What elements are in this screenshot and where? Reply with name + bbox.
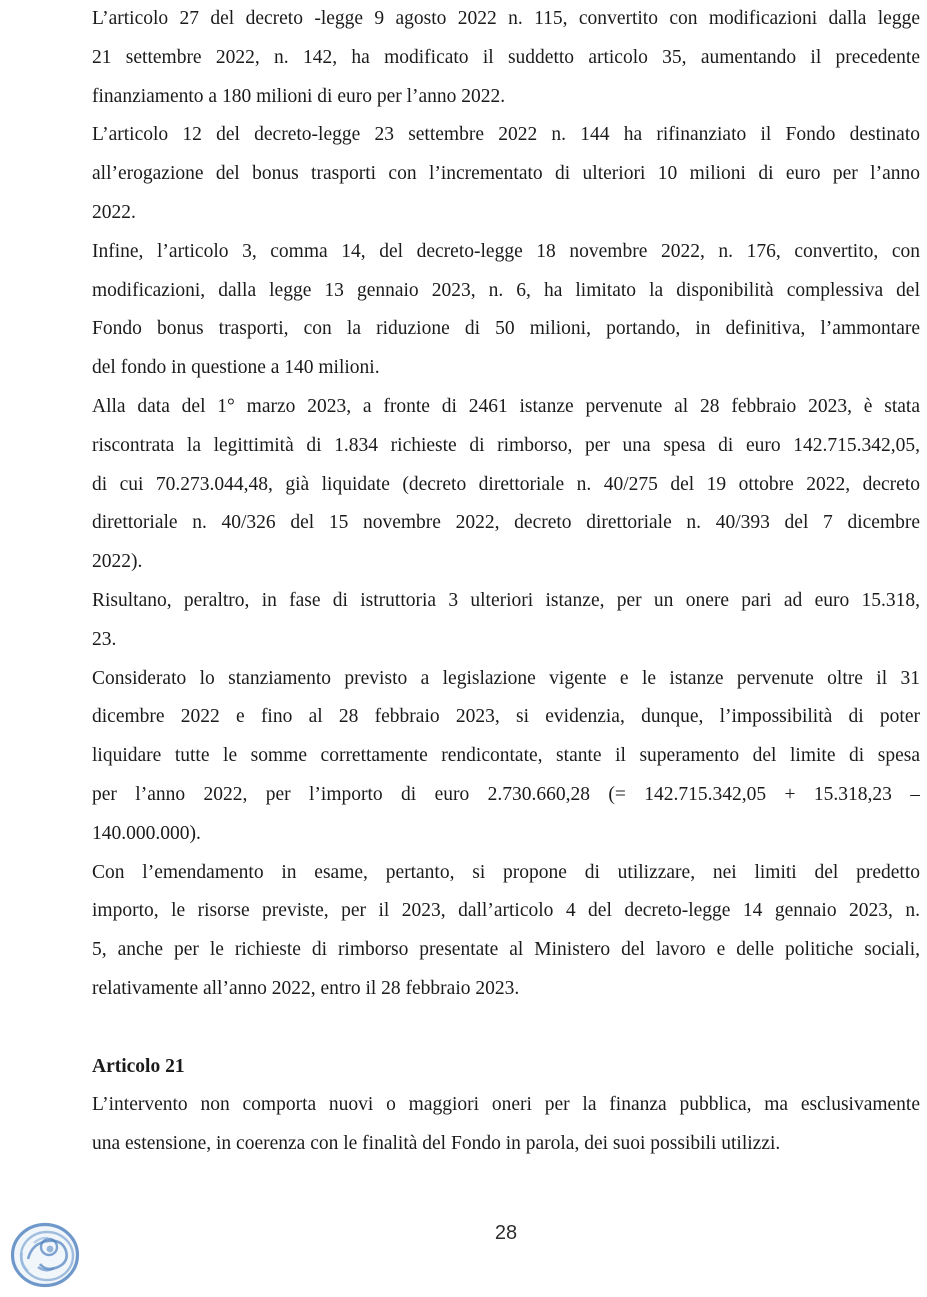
text-line: 140.000.000).	[92, 822, 201, 844]
paragraph	[92, 854, 920, 1009]
text-line: per l’anno 2022, per l’importo di euro 2.730.660,28 (= 142.715.342,05 + 15.318,23 –	[92, 783, 920, 805]
text-line: una estensione, in coerenza con le finalità del Fondo in parola, dei suoi possibili utilizzi.	[92, 1133, 781, 1155]
text-line: all’erogazione del bonus trasporti con l’incrementato di ulteriori 10 milioni di euro per l’anno	[92, 163, 920, 185]
text-line: direttoriale n. 40/326 del 15 novembre 2022, decreto direttoriale n. 40/393 del 7 dicembre	[92, 512, 920, 534]
text-line: 21 settembre 2022, n. 142, ha modificato il suddetto articolo 35, aumentando il precedente	[92, 46, 920, 68]
text-line: Considerato lo stanziamento previsto a legislazione vigente e le istanze pervenute oltre il 31	[92, 667, 920, 689]
text-line: Articolo 21	[92, 1055, 185, 1077]
text-line: relativamente all’anno 2022, entro il 28 febbraio 2023.	[92, 977, 520, 999]
text-line: L’articolo 27 del decreto -legge 9 agosto 2022 n. 115, convertito con modificazioni dalla legge	[92, 8, 920, 29]
text-line: Fondo bonus trasporti, con la riduzione di 50 milioni, portando, in definitiva, l’ammontare	[92, 318, 920, 340]
section-heading	[92, 1048, 920, 1087]
text-line: Alla data del 1° marzo 2023, a fronte di 2461 istanze pervenute al 28 febbraio 2023, è stata	[92, 395, 920, 417]
text-line: L’articolo 12 del decreto-legge 23 settembre 2022 n. 144 ha rifinanziato il Fondo destinato	[92, 124, 920, 146]
paragraph	[92, 582, 920, 660]
text-line: Risultano, peraltro, in fase di istruttoria 3 ulteriori istanze, per un onere pari ad euro 15.318,	[92, 589, 920, 611]
text-line: 2022).	[92, 551, 143, 573]
paragraph	[92, 233, 920, 388]
paragraph	[92, 0, 920, 116]
text-line: finanziamento a 180 milioni di euro per l’anno 2022.	[92, 85, 506, 107]
paragraph	[92, 660, 920, 854]
document-body	[92, 0, 920, 1164]
text-line: di cui 70.273.044,48, già liquidate (decreto direttoriale n. 40/275 del 19 ottobre 2022, decreto	[92, 473, 920, 495]
text-line: Con l’emendamento in esame, pertanto, si propone di utilizzare, nei limiti del predetto	[92, 861, 920, 883]
text-line: importo, le risorse previste, per il 2023, dall’articolo 4 del decreto-legge 14 gennaio 2023, n.	[92, 900, 920, 922]
text-line: 23.	[92, 628, 117, 650]
paragraph	[92, 116, 920, 232]
text-line: riscontrata la legittimità di 1.834 richieste di rimborso, per una spesa di euro 142.715.342,05,	[92, 434, 920, 456]
text-line: dicembre 2022 e fino al 28 febbraio 2023, si evidenzia, dunque, l’impossibilità di poter	[92, 706, 920, 728]
text-line: 5, anche per le richieste di rimborso presentate al Ministero del lavoro e delle politiche sociali,	[92, 939, 920, 961]
text-line: liquidare tutte le somme correttamente rendicontate, stante il superamento del limite di spesa	[92, 745, 920, 767]
text-line: 2022.	[92, 201, 136, 223]
page-number: 28	[494, 1222, 518, 1244]
paragraph	[92, 1086, 920, 1164]
text-line: del fondo in questione a 140 milioni.	[92, 357, 380, 379]
ministry-stamp-icon	[8, 1219, 82, 1291]
paragraph	[92, 388, 920, 582]
text-line: modificazioni, dalla legge 13 gennaio 2023, n. 6, ha limitato la disponibilità complessiva del	[92, 279, 920, 301]
text-line: L’intervento non comporta nuovi o maggiori oneri per la finanza pubblica, ma esclusivamente	[92, 1094, 920, 1116]
text-line: Infine, l’articolo 3, comma 14, del decreto-legge 18 novembre 2022, n. 176, convertito, con	[92, 240, 920, 262]
